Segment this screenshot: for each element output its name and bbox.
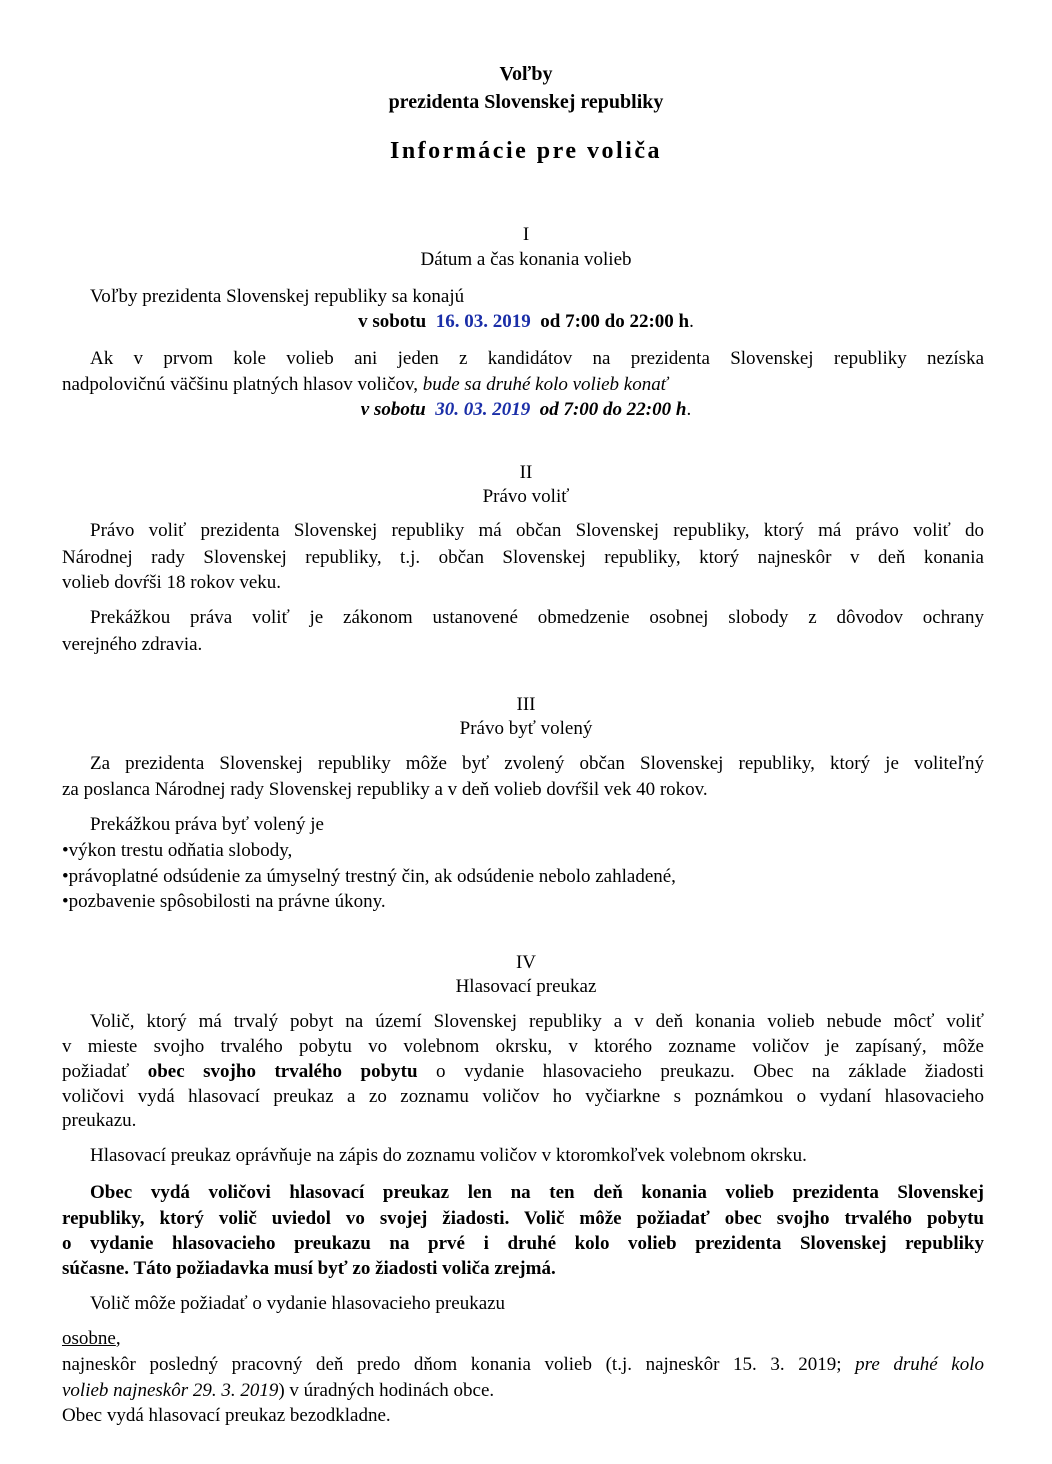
osobne-label: [62, 1326, 121, 1352]
bullet: •: [62, 866, 69, 887]
para-5-italic-b: volieb najneskôr 29. 3. 2019: [62, 1380, 279, 1401]
date-2-dot: .: [686, 399, 692, 420]
title-line-1: Voľby: [499, 63, 553, 85]
section-2-para-2-line-2: verejného zdravia.: [62, 634, 203, 655]
section-3-para-2: Prekážkou práva byť volený je: [90, 814, 324, 835]
section-4-para-1-line-1: Volič, ktorý má trvalý pobyt na území Slovenskej republiky a v deň konania volieb nebude môcť voliť: [90, 1011, 984, 1032]
list-item: [62, 889, 386, 915]
line-3-text-c: o vydanie hlasovacieho preukazu. Obec na základe žiadosti: [417, 1061, 984, 1082]
list-item-text: výkon trestu odňatia slobody,: [68, 840, 293, 861]
section-1-para-2-line-1: Ak v prvom kole volieb ani jeden z kandidátov na prezidenta Slovenskej republiky nezíska: [90, 348, 984, 369]
para-2-text: nadpolovičnú väčšinu platných hlasov voličov,: [62, 374, 423, 395]
section-3-para-1-line-1: Za prezidenta Slovenskej republiky môže byť zvolený občan Slovenskej republiky, ktorý je voliteľný: [90, 753, 984, 774]
list-item: [62, 838, 292, 864]
section-1-heading: Dátum a čas konania volieb: [420, 249, 632, 270]
section-4-para-3-line-3: o vydanie hlasovacieho preukazu na prvé i druhé kolo volieb prezidenta Slovenskej republiky: [62, 1233, 984, 1254]
section-4-para-1-line-2: v mieste svojho trvalého pobytu vo volebnom okrsku, v ktorého zozname voličov je zapísaný, môže: [62, 1036, 984, 1057]
para-5-italic-a: pre druhé kolo: [855, 1354, 984, 1375]
para-5-text-b: ) v úradných hodinách obce.: [278, 1380, 495, 1401]
section-1-number: I: [522, 224, 530, 245]
date-2-date: 30. 03. 2019: [435, 399, 531, 420]
section-1-para-2-line-2: [62, 372, 668, 398]
title-line-2: prezidenta Slovenskej republiky: [388, 91, 664, 113]
section-2-heading: Právo voliť: [482, 486, 570, 507]
section-4-para-1-line-4: voličovi vydá hlasovací preukaz a zo zoznamu voličov ho vyčiarkne s poznámkou o vydaní hlasovacieho: [62, 1086, 984, 1107]
section-3-para-1-line-2: za poslanca Národnej rady Slovenskej republiky a v deň volieb dovŕšil vek 40 rokov.: [62, 779, 708, 800]
section-2-para-2-line-1: Prekážkou práva voliť je zákonom ustanovené obmedzenie osobnej slobody z dôvodov ochrany: [90, 607, 984, 628]
section-4-heading: Hlasovací preukaz: [455, 976, 597, 997]
para-5-text-a: najneskôr posledný pracovný deň predo dňom konania volieb (t.j. najneskôr 15. 3. 2019;: [62, 1354, 856, 1375]
section-4-para-6: Obec vydá hlasovací preukaz bezodkladne.: [62, 1405, 391, 1426]
section-4-para-3-line-4: súčasne. Táto požiadavka musí byť zo žiadosti voliča zrejmá.: [62, 1258, 556, 1279]
section-4-para-1-line-5: preukazu.: [62, 1110, 137, 1131]
line-3-bold: obec svojho trvalého pobytu: [147, 1061, 418, 1082]
section-1-para-1: Voľby prezidenta Slovenskej republiky sa konajú: [90, 286, 465, 307]
bullet: •: [62, 891, 69, 912]
section-2-para-1-line-1: Právo voliť prezidenta Slovenskej republiky má občan Slovenskej republiky, ktorý má právo voliť do: [90, 520, 984, 541]
para-2-italic: bude sa druhé kolo volieb konať: [422, 374, 668, 395]
section-4-para-5-line-1: [62, 1352, 984, 1378]
date-1-dot: .: [689, 311, 694, 332]
date-2-prefix: v sobotu: [360, 399, 426, 420]
section-3-heading: Právo byť volený: [459, 718, 593, 739]
bullet: •: [62, 840, 69, 861]
list-item-text: pozbavenie spôsobilosti na právne úkony.: [68, 891, 386, 912]
date-1-prefix: v sobotu: [358, 311, 427, 332]
section-4-para-4: Volič môže požiadať o vydanie hlasovacieho preukazu: [90, 1293, 506, 1314]
section-4-para-2: Hlasovací preukaz oprávňuje na zápis do zoznamu voličov v ktoromkoľvek volebnom okrsku.: [90, 1145, 807, 1166]
list-item-text: právoplatné odsúdenie za úmyselný trestný čin, ak odsúdenie nebolo zahladené,: [68, 866, 676, 887]
date-2-time: od 7:00 do 22:00 h: [539, 399, 687, 420]
osobne-comma: ,: [115, 1328, 121, 1349]
section-3-number: III: [516, 694, 536, 715]
date-1-date: 16. 03. 2019: [435, 311, 531, 332]
subtitle: Informácie pre voliča: [389, 138, 662, 164]
section-2-para-1-line-2: Národnej rady Slovenskej republiky, t.j. občan Slovenskej republiky, ktorý najneskôr v deň konania: [62, 547, 984, 568]
list-item: [62, 864, 676, 890]
section-4-para-1-line-3: [62, 1059, 984, 1085]
section-4-para-3-line-2: republiky, ktorý volič uviedol vo svojej žiadosti. Volič môže požiadať obec svojho trvalého pobytu: [62, 1208, 984, 1229]
section-4-para-5-line-2: [62, 1378, 494, 1404]
section-4-number: IV: [515, 952, 537, 973]
osobne-text: osobne: [62, 1328, 116, 1349]
section-4-para-3-line-1: Obec vydá voličovi hlasovací preukaz len na ten deň konania volieb prezidenta Slovenskej: [90, 1182, 984, 1203]
line-3-text-a: požiadať: [62, 1061, 148, 1082]
section-1-date-2: [0, 397, 1052, 423]
date-1-time: od 7:00 do 22:00 h: [540, 311, 690, 332]
section-2-number: II: [519, 462, 533, 483]
section-1-date-1: [0, 309, 1052, 335]
section-2-para-1-line-3: volieb dovŕši 18 rokov veku.: [62, 572, 282, 593]
